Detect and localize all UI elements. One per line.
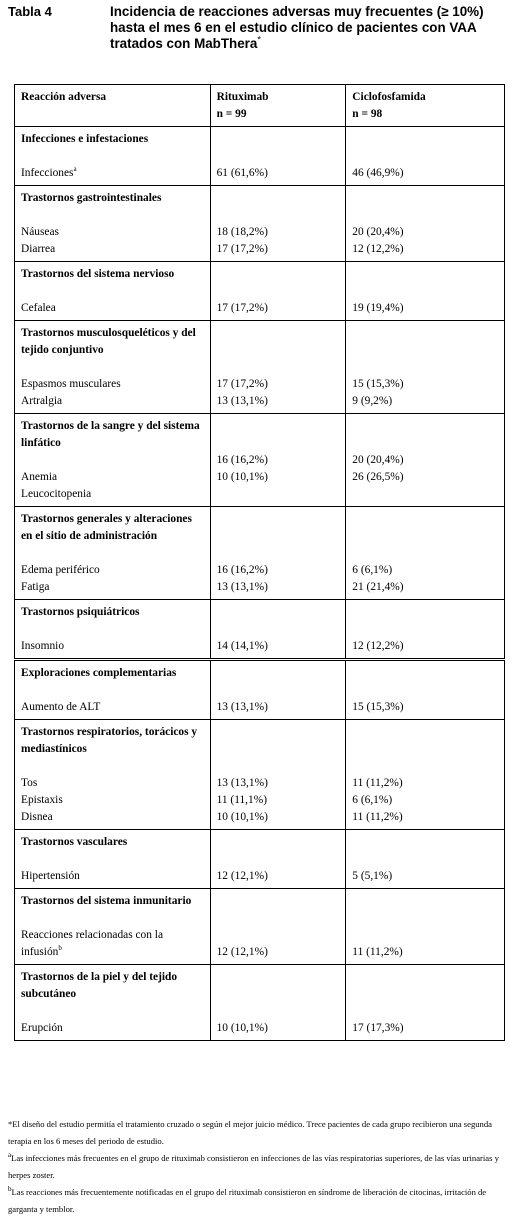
cyclophosphamide-value: 5 (5,1%): [352, 870, 393, 882]
spacer: [21, 452, 204, 469]
footnote-b-mark: b: [8, 1185, 12, 1194]
table-row: [15, 321, 505, 414]
spacer: [21, 545, 204, 562]
cyclophosphamide-value: 20 (20,4%): [352, 454, 404, 466]
reaction-name-text: Tos: [21, 777, 38, 789]
rituximab-cell: [210, 186, 346, 262]
cyclophosphamide-value: 26 (26,5%): [352, 471, 404, 483]
table-row: [15, 127, 505, 186]
rituximab-value: 11 (11,1%): [216, 794, 268, 806]
spacer: [352, 724, 498, 741]
reaction-name: [21, 579, 204, 596]
system-organ-class: Exploraciones complementarias: [21, 667, 177, 679]
cyclophosphamide-cell: [346, 889, 505, 965]
spacer: [217, 604, 340, 621]
spacer: [352, 1003, 498, 1020]
reaction-name: Anemia: [21, 471, 58, 483]
spacer: [352, 986, 498, 1003]
spacer: [352, 665, 498, 682]
spacer: [217, 342, 340, 359]
cyclophosphamide-value: 11 (11,2%): [352, 777, 403, 789]
spacer: [352, 435, 498, 452]
rituximab-value: 17 (17,2%): [216, 378, 268, 390]
reaction-cell: [15, 507, 211, 600]
rituximab-cell: [210, 660, 346, 720]
header-cyclophosphamide: [346, 85, 505, 127]
spacer: [21, 910, 204, 927]
reaction-name: [21, 775, 204, 792]
spacer: [217, 325, 340, 342]
system-organ-class: Infecciones e infestaciones: [21, 133, 149, 145]
reaction-name-text: Insomnio: [21, 640, 65, 652]
rituximab-cell: [210, 507, 346, 600]
reaction-name: Leucocitopenia: [21, 488, 92, 500]
reaction-name-text: Cefalea: [21, 302, 56, 314]
cyclophosphamide-value: 46 (46,9%): [352, 167, 404, 179]
system-organ-class: Trastornos gastrointestinales: [21, 192, 162, 204]
spacer: [352, 893, 498, 910]
system-organ-class: Trastornos de la piel y del tejido subcutáneo: [21, 971, 178, 1000]
spacer: [217, 359, 340, 376]
footnote-mark: a: [73, 165, 77, 174]
reaction-name: [21, 927, 204, 961]
spacer: [352, 682, 498, 699]
cyclophosphamide-cell: [346, 660, 505, 720]
adverse-reactions-table: [14, 84, 505, 1041]
spacer: [217, 148, 340, 165]
spacer: [217, 724, 340, 741]
reaction-name: [21, 300, 204, 317]
cyclophosphamide-value: 12 (12,2%): [352, 243, 404, 255]
spacer: [352, 604, 498, 621]
spacer: [217, 834, 340, 851]
spacer: [217, 758, 340, 775]
reaction-name: [21, 562, 204, 579]
rituximab-value: 17 (17,2%): [216, 302, 268, 314]
rituximab-value: 10 (10,1%): [216, 811, 268, 823]
footnote-b-text: Las reacciones más frecuentemente notificadas en el grupo del rituximab consistieron en síndrome de liberación de citocinas, irritación de garganta y temblor.: [8, 1187, 487, 1214]
spacer: [217, 435, 340, 452]
reaction-name: [21, 1020, 204, 1037]
table-row: [15, 660, 505, 720]
rituximab-cell: [210, 720, 346, 830]
spacer: [352, 207, 498, 224]
table-row: [15, 965, 505, 1041]
spacer: [217, 418, 340, 435]
spacer: [217, 207, 340, 224]
system-organ-class: Trastornos generales y alteraciones en el sitio de administración: [21, 513, 192, 542]
header-cyclophosphamide-n: n = 98: [352, 108, 383, 120]
reaction-name: [21, 699, 204, 716]
cyclophosphamide-cell: [346, 262, 505, 321]
reaction-name: [21, 224, 204, 241]
table-row: [15, 720, 505, 830]
system-organ-class: Trastornos psiquiátricos: [21, 606, 140, 618]
cyclophosphamide-value: 17 (17,3%): [352, 1022, 404, 1034]
reaction-name-text: Náuseas: [21, 226, 59, 238]
header-rituximab-name: Rituximab: [216, 91, 269, 103]
spacer: [352, 342, 498, 359]
spacer: [352, 418, 498, 435]
table-label: Tabla 4: [8, 4, 52, 19]
reaction-cell: [15, 889, 211, 965]
spacer: [352, 969, 498, 986]
header-cyclophosphamide-name: Ciclofosfamida: [352, 91, 426, 103]
spacer: [21, 682, 204, 699]
table-row: [15, 830, 505, 889]
reaction-name-text: Edema periférico: [21, 564, 100, 576]
spacer: [352, 359, 498, 376]
spacer: [352, 545, 498, 562]
reaction-name: [21, 393, 204, 410]
spacer: [217, 283, 340, 300]
footnote-a-mark: a: [8, 1151, 12, 1160]
table-row: [15, 507, 505, 600]
system-organ-class: Trastornos respiratorios, torácicos y mediastínicos: [21, 726, 198, 755]
spacer: [352, 758, 498, 775]
spacer: [217, 528, 340, 545]
rituximab-value: 14 (14,1%): [216, 640, 268, 652]
rituximab-value: 10 (10,1%): [216, 1022, 268, 1034]
header-rituximab-n: n = 99: [216, 108, 247, 120]
cyclophosphamide-value: 20 (20,4%): [352, 226, 404, 238]
reaction-name-text: Aumento de ALT: [21, 701, 101, 713]
reaction-name-text: Fatiga: [21, 581, 50, 593]
spacer: [352, 131, 498, 148]
reaction-name-text: Epistaxis: [21, 794, 63, 806]
reaction-name-text: Infecciones: [21, 167, 74, 179]
table-header-row: [15, 85, 505, 127]
reaction-cell: [15, 660, 211, 720]
reaction-name: [21, 241, 204, 258]
spacer: [21, 207, 204, 224]
table-caption: [8, 4, 514, 66]
spacer: [352, 266, 498, 283]
spacer: [217, 893, 340, 910]
rituximab-value: 13 (13,1%): [216, 701, 268, 713]
cyclophosphamide-cell: [346, 414, 505, 507]
rituximab-value: 13 (13,1%): [216, 581, 268, 593]
cyclophosphamide-value: 6 (6,1%): [352, 794, 393, 806]
reaction-name-text: Disnea: [21, 811, 53, 823]
table-row: [15, 889, 505, 965]
spacer: [217, 851, 340, 868]
rituximab-value: 17 (17,2%): [216, 243, 268, 255]
spacer: [352, 741, 498, 758]
rituximab-value: 61 (61,6%): [216, 167, 268, 179]
spacer: [217, 927, 340, 944]
spacer: [21, 283, 204, 300]
title-footnote-mark: *: [257, 34, 261, 45]
reaction-cell: [15, 965, 211, 1041]
spacer: [217, 190, 340, 207]
spacer: [352, 851, 498, 868]
reaction-name: [21, 809, 204, 826]
reaction-name-text: Reacciones relacionadas con la infusión: [21, 929, 163, 958]
system-organ-class: Trastornos del sistema nervioso: [21, 268, 175, 280]
rituximab-value: 12 (12,1%): [216, 946, 268, 958]
spacer: [352, 910, 498, 927]
cyclophosphamide-value: 21 (21,4%): [352, 581, 404, 593]
spacer: [217, 511, 340, 528]
system-organ-class: Trastornos vasculares: [21, 836, 128, 848]
reaction-name-text: Hipertensión: [21, 870, 80, 882]
table-title: [110, 4, 514, 52]
reaction-cell: [15, 830, 211, 889]
spacer: [352, 511, 498, 528]
spacer: [21, 621, 204, 638]
header-rituximab: [210, 85, 346, 127]
reaction-name-text: Artralgia: [21, 395, 63, 407]
spacer: [217, 621, 340, 638]
spacer: [352, 927, 498, 944]
rituximab-cell: [210, 262, 346, 321]
spacer: [217, 665, 340, 682]
footnote-mark: b: [58, 944, 62, 953]
rituximab-value: 10 (10,1%): [216, 471, 268, 483]
reaction-cell: [15, 720, 211, 830]
rituximab-value: 13 (13,1%): [216, 395, 268, 407]
spacer: [352, 148, 498, 165]
rituximab-cell: [210, 127, 346, 186]
spacer: [21, 359, 204, 376]
table-title-text: Incidencia de reacciones adversas muy frecuentes (≥ 10%) hasta el mes 6 en el estudio clínico de pacientes con VAA tratados con MabThera: [110, 4, 484, 51]
reaction-cell: [15, 414, 211, 507]
spacer: [21, 851, 204, 868]
rituximab-cell: [210, 600, 346, 660]
spacer: [352, 283, 498, 300]
spacer: [217, 682, 340, 699]
header-reaction: Reacción adversa: [15, 85, 211, 127]
rituximab-value: 16 (16,2%): [216, 564, 268, 576]
spacer: [21, 148, 204, 165]
spacer: [352, 621, 498, 638]
cyclophosphamide-value: 12 (12,2%): [352, 640, 404, 652]
footnote-star: *El diseño del estudio permitía el tratamiento cruzado o según el mejor juicio médico. Trece pacientes de cada grupo recibieron una segunda terapia en los 6 meses del periodo de estudio.: [8, 1119, 492, 1146]
system-organ-class: Trastornos del sistema inmunitario: [21, 895, 192, 907]
reaction-cell: [15, 262, 211, 321]
rituximab-cell: [210, 321, 346, 414]
cyclophosphamide-cell: [346, 321, 505, 414]
spacer: [352, 528, 498, 545]
cyclophosphamide-cell: [346, 830, 505, 889]
cyclophosphamide-value: 11 (11,2%): [352, 811, 403, 823]
reaction-name: [21, 868, 204, 885]
reaction-name: [21, 165, 204, 182]
spacer: [352, 325, 498, 342]
reaction-cell: [15, 186, 211, 262]
rituximab-cell: [210, 414, 346, 507]
footnote-a: [8, 1150, 516, 1184]
cyclophosphamide-value: 6 (6,1%): [352, 564, 393, 576]
reaction-name: [21, 792, 204, 809]
cyclophosphamide-value: 19 (19,4%): [352, 302, 404, 314]
spacer: [217, 266, 340, 283]
footnote-b: [8, 1184, 516, 1218]
system-organ-class: Trastornos musculosqueléticos y del tejido conjuntivo: [21, 327, 196, 356]
spacer: [217, 131, 340, 148]
spacer: [217, 545, 340, 562]
reaction-cell: [15, 600, 211, 660]
system-organ-class: Trastornos de la sangre y del sistema linfático: [21, 420, 200, 449]
rituximab-cell: [210, 889, 346, 965]
reaction-name-text: Diarrea: [21, 243, 56, 255]
cyclophosphamide-cell: [346, 127, 505, 186]
rituximab-value: 18 (18,2%): [216, 226, 268, 238]
footnotes: [8, 1116, 516, 1218]
spacer: [217, 1003, 340, 1020]
cyclophosphamide-value: 9 (9,2%): [352, 395, 393, 407]
rituximab-value: 16 (16,2%): [216, 454, 268, 466]
cyclophosphamide-cell: [346, 507, 505, 600]
reaction-name-text: Espasmos musculares: [21, 378, 121, 390]
spacer: [21, 758, 204, 775]
table-row: [15, 600, 505, 660]
spacer: [21, 1003, 204, 1020]
reaction-cell: [15, 321, 211, 414]
footnote-a-text: Las infecciones más frecuentes en el grupo de rituximab consistieron en infecciones de las vías respiratorias superiores, de las vías urinarias y herpes zoster.: [8, 1153, 499, 1180]
spacer: [217, 910, 340, 927]
cyclophosphamide-cell: [346, 965, 505, 1041]
cyclophosphamide-cell: [346, 720, 505, 830]
rituximab-cell: [210, 965, 346, 1041]
table-row: [15, 262, 505, 321]
reaction-name-text: Erupción: [21, 1022, 63, 1034]
spacer: [217, 741, 340, 758]
cyclophosphamide-value: 15 (15,3%): [352, 378, 404, 390]
table-row: [15, 186, 505, 262]
reaction-name: [21, 638, 204, 655]
table-body: [15, 127, 505, 1041]
rituximab-value: 12 (12,1%): [216, 870, 268, 882]
table-row: [15, 414, 505, 507]
spacer: [217, 969, 340, 986]
rituximab-value: 13 (13,1%): [216, 777, 268, 789]
cyclophosphamide-value: 15 (15,3%): [352, 701, 404, 713]
cyclophosphamide-cell: [346, 600, 505, 660]
cyclophosphamide-cell: [346, 186, 505, 262]
spacer: [217, 986, 340, 1003]
spacer: [352, 834, 498, 851]
reaction-name: [21, 376, 204, 393]
reaction-cell: [15, 127, 211, 186]
cyclophosphamide-value: 11 (11,2%): [352, 946, 403, 958]
rituximab-cell: [210, 830, 346, 889]
spacer: [352, 190, 498, 207]
